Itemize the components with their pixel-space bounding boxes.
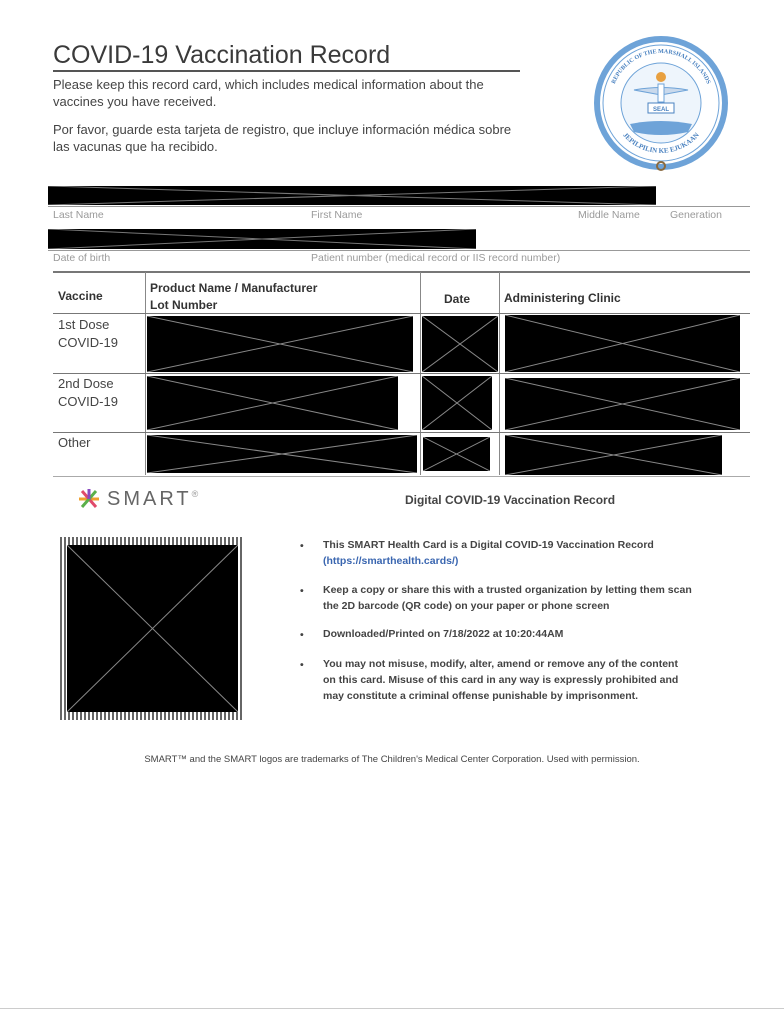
row-rule [53,432,750,433]
name-rule [48,206,750,207]
dob-label: Date of birth [53,252,111,264]
bullet-smart-card [323,537,743,569]
row-label: Other [58,435,91,450]
row-label: 1st Dose [58,317,110,332]
redacted-name [48,186,656,205]
intro-spanish: Por favor, guarde esta tarjeta de registro, que incluye información médica sobre las vacunas que ha recibido. [53,122,512,154]
bullet-share: Keep a copy or share this with a trusted organization by letting them scan the 2D barcode (QR code) on your paper or phone screen [323,584,692,612]
bullet: • [300,659,304,671]
row-rule [53,476,750,477]
header-clinic: Administering Clinic [504,291,621,305]
svg-text:JEPILPILIN KE EJUKAAN: JEPILPILIN KE EJUKAAN [621,131,701,155]
redacted-date-dose2 [422,376,492,430]
header-lot: Lot Number [150,298,218,312]
smart-logo-text: SMART [107,487,192,510]
bullet-downloaded: Downloaded/Printed on 7/18/2022 at 10:20:44AM [323,628,564,640]
bullet: • [300,629,304,641]
header-vaccine: Vaccine [58,289,103,303]
patient-number-label: Patient number (medical record or IIS record number) [311,252,561,264]
page-title: COVID-19 Vaccination Record [53,41,391,69]
bullet-misuse: You may not misuse, modify, alter, amend or remove any of the content on this card. Misuse of this card in any way is expressly prohibited and may constitute a criminal offense punishable by imprisonment. [323,658,679,702]
table-row-dose1 [58,316,118,352]
middle-name-label: Middle Name [578,209,640,221]
row-label: 2nd Dose [58,376,114,391]
trademark-footer: SMART™ and the SMART logos are trademarks of The Children's Medical Center Corporation. Used with permission. [144,754,640,765]
row-sublabel: COVID-19 [58,335,118,350]
intro-english: Please keep this record card, which includes medical information about the vaccines you have received. [53,77,484,109]
registered-mark: ® [191,489,199,499]
bullet: • [300,540,304,552]
first-name-label: First Name [311,209,363,221]
digital-record-heading: Digital COVID-19 Vaccination Record [404,493,616,507]
page-bottom-edge [0,1008,784,1009]
redacted-clinic-other [505,435,722,475]
table-row-dose2 [58,375,118,411]
marshall-islands-seal [590,32,732,174]
row-rule [53,373,750,374]
redacted-dob [48,229,476,249]
smarthealth-link[interactable]: (https://smarthealth.cards/) [323,555,459,567]
generation-label: Generation [670,209,722,221]
redacted-product-dose2 [147,376,398,430]
last-name-label: Last Name [53,209,104,221]
svg-text:SEAL: SEAL [652,107,670,113]
smart-logo-icon [75,487,103,511]
row-rule [53,313,750,314]
redacted-clinic-dose2 [505,378,740,430]
header-date: Date [444,292,471,306]
dob-rule [48,250,750,251]
redacted-product-dose1 [147,316,413,372]
redacted-qr-code [67,545,238,712]
smart-logo [75,487,198,511]
bullet-text: This SMART Health Card is a Digital COVID-19 Vaccination Record [323,539,654,551]
table-row-other [58,434,91,452]
svg-text:REPUBLIC OF THE MARSHALL ISLAN: REPUBLIC OF THE MARSHALL ISLANDS [610,48,712,85]
redacted-clinic-dose1 [505,315,740,372]
row-sublabel: COVID-19 [58,394,118,409]
title-underline [53,70,520,72]
redacted-date-dose1 [422,316,498,372]
redacted-date-other [423,437,490,471]
table-top-rule [53,271,750,273]
redacted-product-other [147,435,417,473]
header-product: Product Name / Manufacturer [150,281,318,295]
bullet: • [300,585,304,597]
